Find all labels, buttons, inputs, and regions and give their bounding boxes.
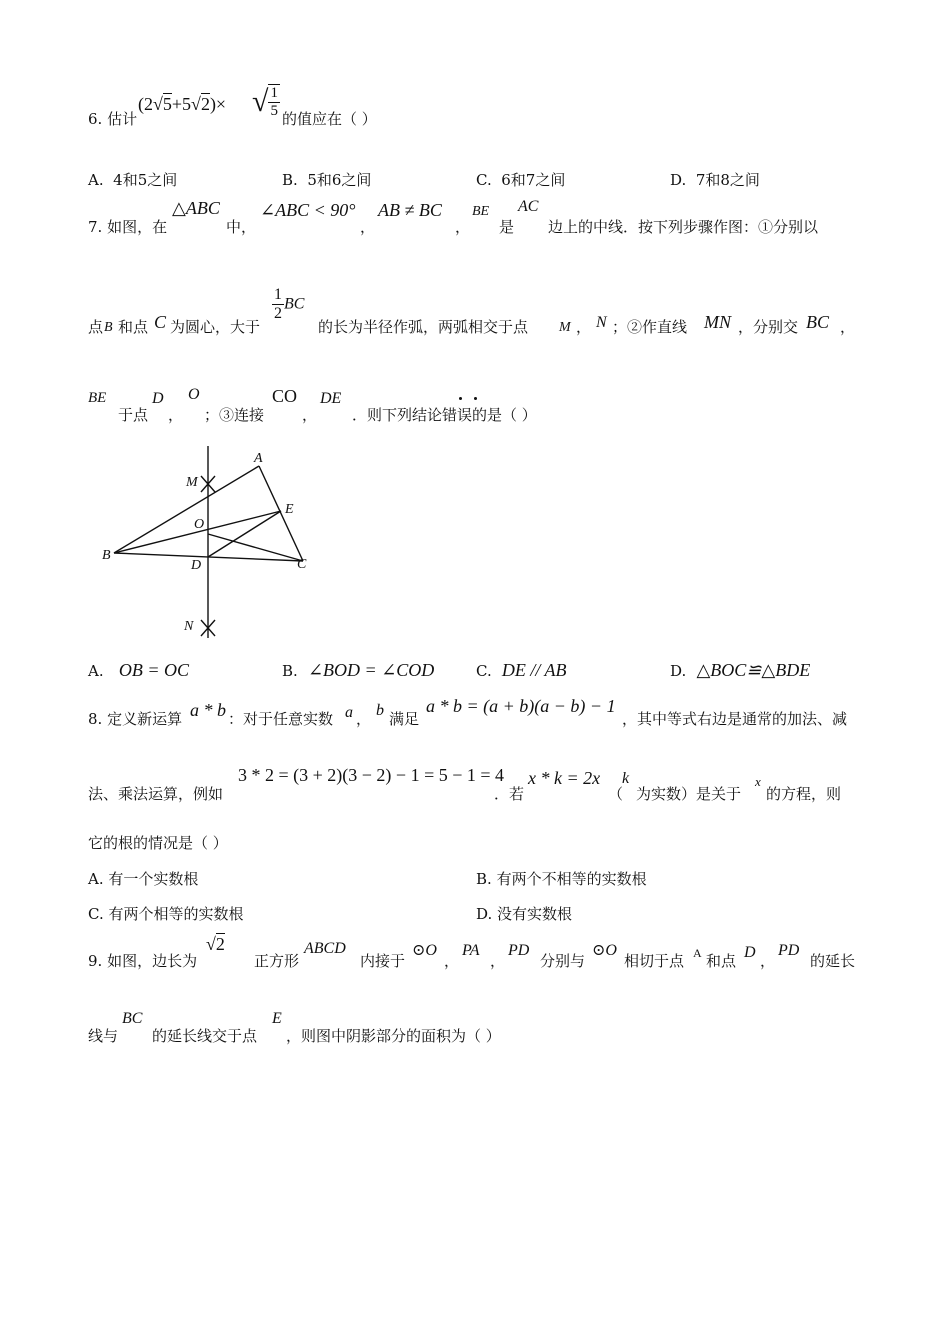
q7-mn: MN	[704, 312, 731, 332]
q9-pa: PA	[462, 942, 480, 959]
q9-text: 内接于	[360, 952, 406, 970]
q7-be: BE	[88, 390, 107, 406]
q8-example: 3 * 2 = (3 + 2)(3 − 2) − 1 = 5 − 1 = 4	[238, 765, 505, 785]
q7-text: ，	[455, 218, 471, 236]
q7-text: 为圆心，大于	[170, 318, 261, 336]
q6-expr-right: )×	[209, 94, 227, 114]
q6-sqrt-fraction: √ $\frac{1}{5}$	[252, 85, 278, 119]
q7-option-b: B. ∠BOD = ∠COD	[282, 660, 435, 680]
q7-var-b: B	[104, 320, 113, 335]
q9-text: 相切于点	[624, 952, 685, 970]
q7-angle: ∠ABC < 90°	[260, 200, 356, 220]
q7-triangle-abc: △ABC	[172, 198, 220, 218]
q7-number: 7. 如图，在	[88, 218, 168, 236]
segment-ac	[259, 466, 303, 561]
q8-var-x: x	[755, 774, 761, 789]
q7-var-c: C	[154, 312, 167, 332]
q9-text: 的延长线交于点	[152, 1027, 258, 1045]
q8-definition: a * b = (a + b)(a − b) − 1	[426, 696, 616, 716]
q9-point-a: A	[693, 946, 702, 960]
q6-option-d: D. 7和8之间	[670, 171, 760, 189]
q7-co: CO	[272, 386, 298, 406]
q9-bc: BC	[122, 1010, 143, 1027]
emphasis-dot	[474, 397, 477, 400]
q6-number: 6. 估计	[88, 110, 138, 128]
q9-text: 线与	[88, 1027, 119, 1045]
q9-pd: PD	[778, 942, 800, 959]
q7-var-o: O	[188, 386, 200, 403]
q8-text: ，	[356, 710, 372, 728]
q7-de: DE	[320, 390, 342, 407]
q7-text: 边上的中线．按下列步骤作图：①分别以	[548, 218, 819, 236]
q7-text: 和点	[118, 318, 149, 336]
label-a: A	[254, 451, 263, 466]
q7-be: BE	[472, 204, 490, 219]
q9-text: ，则图中阴影部分的面积为（ ）	[286, 1027, 501, 1045]
q7-half-bc: $\frac{1}{2}$ BC	[274, 286, 305, 322]
q7-text: 是	[499, 218, 515, 236]
q9-point-d: D	[744, 944, 756, 961]
q8-equation: x * k = 2x	[528, 768, 601, 788]
q6-frac-den: 5	[270, 103, 278, 119]
q7-text: 的长为半径作弧，两弧相交于点	[318, 318, 529, 336]
q6-sqrt2: 2	[200, 94, 210, 114]
q9-text: 的延长	[810, 952, 856, 970]
q8-var-a: a	[345, 704, 353, 721]
q8-text: 它的根的情况是（ ）	[88, 834, 228, 852]
q9-text: ，	[444, 952, 460, 970]
q7-text: ，	[168, 406, 184, 424]
q9-point-e: E	[272, 1010, 282, 1027]
q7-option-d: D. △BOC≌△BDE	[670, 660, 811, 680]
q9-text: 和点	[706, 952, 737, 970]
q9-sqrt2: √2	[206, 934, 225, 954]
label-n: N	[184, 619, 194, 634]
q9-text: ，	[490, 952, 506, 970]
q8-text: ，其中等式右边是通常的加法、减	[622, 710, 848, 728]
q7-figure	[96, 440, 326, 646]
q7-var-d: D	[152, 390, 164, 407]
q7-text: ，	[840, 318, 856, 336]
q6-option-a: A. 4和5之间	[88, 171, 178, 189]
q9-number: 9. 如图，边长为	[88, 952, 198, 970]
q7-text: ，	[360, 218, 376, 236]
q7-text: ，分别交	[738, 318, 799, 336]
label-b: B	[102, 548, 111, 563]
q6-tail: 的值应在（ ）	[282, 110, 377, 128]
q8-var-b: b	[376, 702, 384, 719]
q7-option-c: C. DE // AB	[476, 660, 567, 680]
q7-text: ，	[576, 318, 592, 336]
q6-plus: +5	[171, 94, 192, 114]
q8-operation: a * b	[190, 700, 226, 720]
q6-expression: (2√5+5√2)×	[138, 94, 227, 114]
q7-ab-neq-bc: AB ≠ BC	[378, 200, 442, 220]
q9-circle-o: ⊙O	[592, 942, 617, 959]
q7-option-a: A. OB = OC	[88, 660, 190, 680]
q8-text: 的方程，则	[766, 785, 842, 803]
q9-text: 分别与	[540, 952, 586, 970]
q7-text: ，	[302, 406, 318, 424]
q7-text: 点	[88, 318, 104, 336]
q6-frac-num: 1	[270, 85, 278, 101]
q6-expr-left: (2	[138, 94, 153, 114]
q8-var-k: k	[622, 770, 630, 787]
q8-number: 8. 定义新运算	[88, 710, 183, 728]
q8-option-c: C. 有两个相等的实数根	[88, 905, 244, 923]
q7-ac: AC	[518, 198, 539, 215]
q7-bc: BC	[806, 312, 830, 332]
q7-text: ；③连接	[204, 406, 265, 424]
q8-text: 法、乘法运算，例如	[88, 785, 224, 803]
label-d: D	[191, 558, 202, 573]
q7-text: 于点	[118, 406, 149, 424]
q8-option-b: B. 有两个不相等的实数根	[476, 870, 647, 888]
emphasis-dot	[459, 397, 462, 400]
q8-text: ．若	[494, 785, 525, 803]
q7-var-m: M	[559, 320, 571, 335]
q9-text: 正方形	[254, 952, 300, 970]
q6-sqrt5: 5	[162, 94, 172, 114]
q9-abcd: ABCD	[304, 940, 346, 957]
q9-text: ，	[760, 952, 776, 970]
label-m: M	[186, 475, 198, 490]
label-c: C	[297, 557, 307, 572]
q7-text: 中，	[226, 218, 257, 236]
q8-option-d: D. 没有实数根	[476, 905, 573, 923]
q7-var-n: N	[596, 314, 607, 331]
q9-pd: PD	[508, 942, 530, 959]
q8-option-a: A. 有一个实数根	[88, 870, 199, 888]
q6-option-c: C. 6和7之间	[476, 171, 566, 189]
q8-text: ：对于任意实数	[228, 710, 334, 728]
q7-text: ；②作直线	[612, 318, 688, 336]
q6-option-b: B. 5和6之间	[282, 171, 372, 189]
label-e: E	[285, 502, 294, 517]
label-o: O	[194, 517, 205, 532]
q7-text: ．则下列结论错误的是（ ）	[352, 406, 537, 424]
q8-text: 为实数）是关于	[636, 785, 742, 803]
q9-circle-o: ⊙O	[412, 942, 437, 959]
segment-de	[208, 511, 281, 557]
q8-text: 满足	[389, 710, 420, 728]
q8-text: （	[608, 785, 624, 803]
